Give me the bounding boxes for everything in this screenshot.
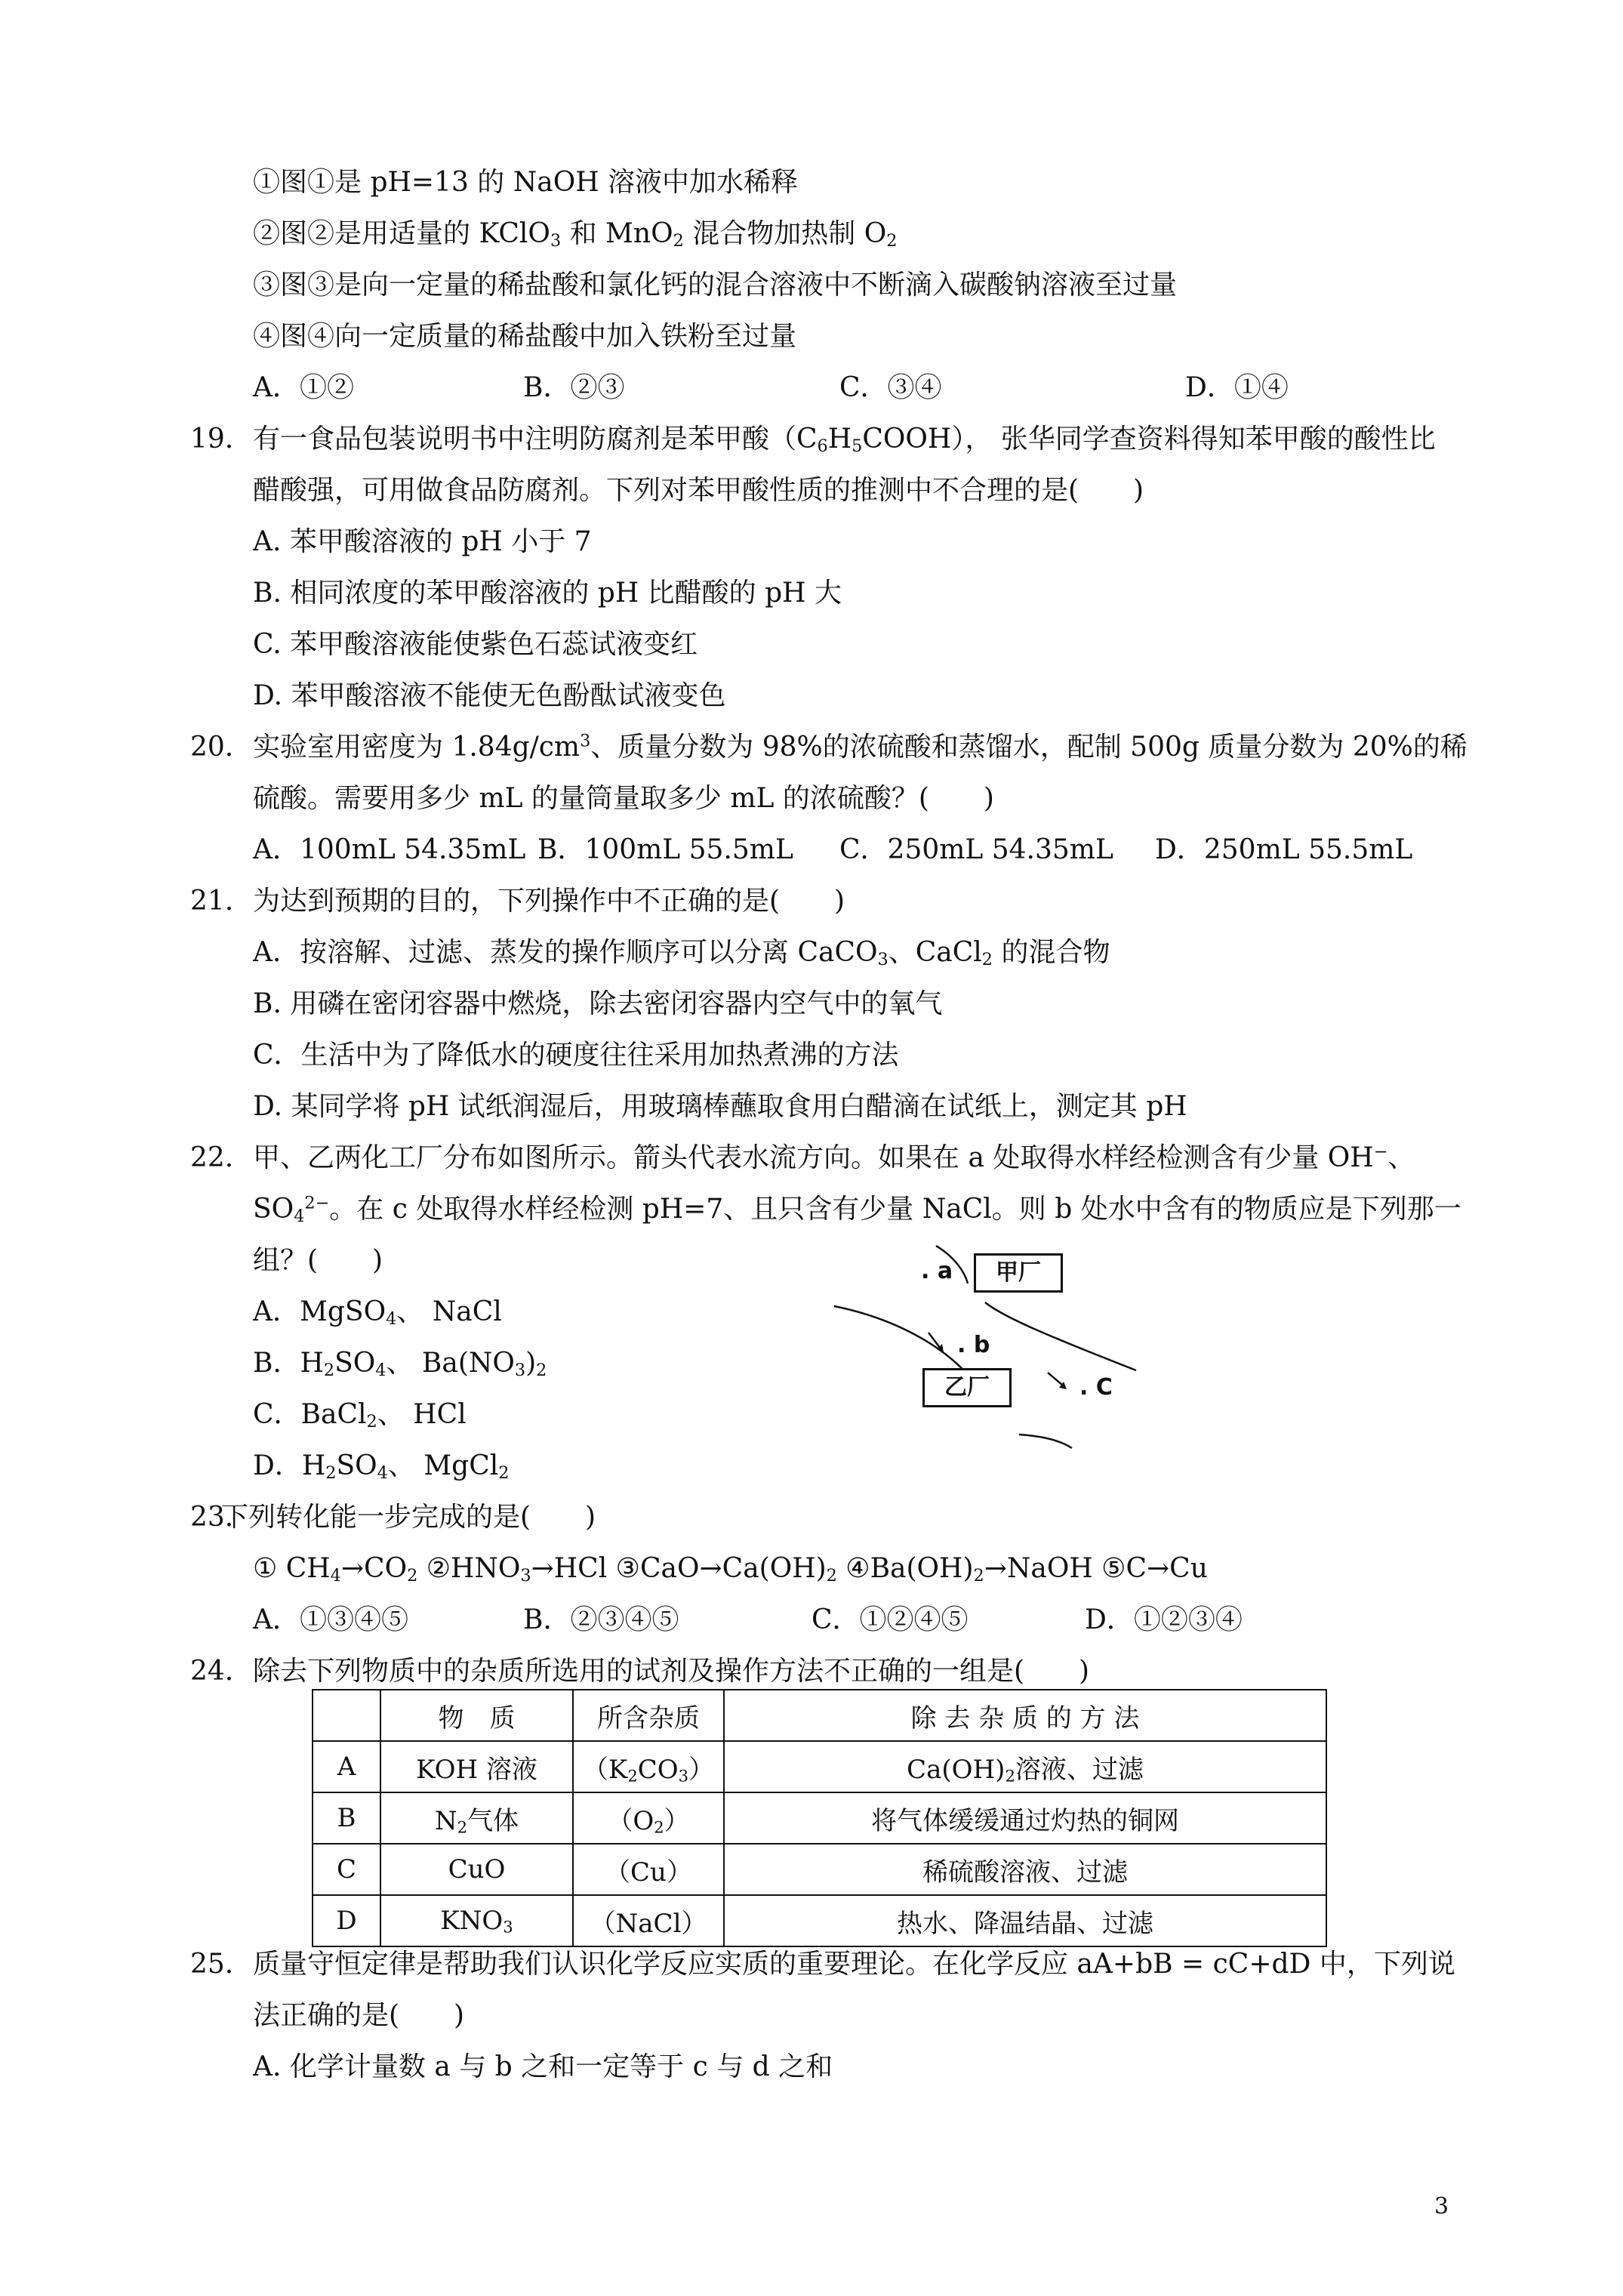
q23-option-c: C．①②④⑤ (812, 1604, 969, 1635)
q25-option-a: A. 化学计量数 a 与 b 之和一定等于 c 与 d 之和 (253, 2051, 833, 2082)
table-header-cell: 除 去 杂 质 的 方 法 (724, 1690, 1326, 1741)
q22-number: 22. (190, 1142, 234, 1173)
impurity-cell: $(K_2CO_3)$ (573, 1741, 724, 1792)
q21-stem: 为达到预期的目的，下列操作中不正确的是( ) (253, 886, 845, 917)
q18-statement-1: ①图①是 pH=13 的 NaOH 溶液中加水稀释 (253, 167, 799, 198)
table-row (313, 1741, 1326, 1792)
q18-option-a: A．①② (253, 372, 354, 403)
river-bank-upper-right (985, 1302, 1136, 1370)
q18-option-b: B．②③ (523, 372, 625, 403)
q18-option-d: D．①④ (1185, 372, 1289, 403)
q23-option-b: B．②③④⑤ (523, 1604, 679, 1635)
row-key: C (313, 1844, 380, 1895)
point-a-label: . a (921, 1258, 953, 1284)
q23-number: 23. (190, 1502, 234, 1533)
q24-number: 24. (190, 1656, 234, 1687)
q25-stem-line-1: 质量守恒定律是帮助我们认识化学反应实质的重要理论。在化学反应 aA+bB = cC+dD 中，下列说 (253, 1949, 1455, 1980)
q23-option-d: D．①②③④ (1085, 1604, 1243, 1635)
q19-number: 19. (190, 424, 234, 455)
row-key: B (313, 1792, 380, 1844)
impurity-cell: $(O_2)$ (573, 1792, 724, 1844)
impurity-cell: （Cu） (573, 1844, 724, 1895)
q23-stem: 下列转化能一步完成的是( ) (221, 1502, 596, 1533)
q21-option-b: B. 用磷在密闭容器中燃烧，除去密闭容器内空气中的氧气 (253, 988, 943, 1019)
q19-option-a: A. 苯甲酸溶液的 pH 小于 7 (253, 526, 592, 557)
substance-cell: $N_2$气体 (380, 1792, 573, 1844)
q19-stem-line-1: 有一食品包装说明书中注明防腐剂是苯甲酸$(C_6H_5COOH)$， 张华同学查资料得知苯甲酸的酸性比 (253, 424, 1436, 456)
q20-option-b: B．100mL 55.5mL (537, 834, 793, 865)
q18-statement-4: ④图④向一定质量的稀盐酸中加入铁粉至过量 (253, 321, 797, 352)
method-cell: 将气体缓缓通过灼热的铜网 (724, 1792, 1326, 1844)
q22-option-c: C．BaCl$_2$、 HCl (253, 1399, 467, 1432)
q19-option-b: B. 相同浓度的苯甲酸溶液的 pH 比醋酸的 pH 大 (253, 578, 842, 609)
impurity-cell: （NaCl） (573, 1895, 724, 1946)
q24-stem: 除去下列物质中的杂质所选用的试剂及操作方法不正确的一组是( ) (253, 1656, 1090, 1687)
q18-statement-2: ②图②是用适量的 KClO$_3$ 和 MnO$_2$ 混合物加热制 $O_2$ (253, 218, 898, 251)
table-row (313, 1895, 1326, 1946)
q22-option-d: D．$H_2SO_4$、 MgCl$_2$ (253, 1450, 510, 1483)
substance-cell: $KNO_3$ (380, 1895, 573, 1946)
q23-option-a: A．①③④⑤ (253, 1604, 408, 1635)
flow-arrow-c (1048, 1373, 1063, 1385)
substance-cell: CuO (380, 1844, 573, 1895)
q22-stem-line-2: $SO_4^{2-}$。在 c 处取得水样经检测 pH=7、且只含有少量 NaCl。则 b 处水中含有的物质应是下列那一 (253, 1193, 1461, 1226)
table-row (313, 1792, 1326, 1844)
factory-yi: 乙厂 (922, 1368, 1012, 1407)
q21-number: 21. (190, 886, 234, 917)
q20-stem-line-2: 硫酸。需要用多少 mL 的量筒量取多少 mL 的浓硫酸？( ) (253, 783, 994, 814)
q21-option-a: A．按溶解、过滤、蒸发的操作顺序可以分离 CaCO$_3$、CaCl$_2$ 的混合物 (253, 937, 1110, 969)
row-key: A (313, 1741, 380, 1792)
table-header-cell: 物 质 (380, 1690, 573, 1741)
q20-option-a: A．100mL 54.35mL (253, 834, 526, 865)
row-key: D (313, 1895, 380, 1946)
q19-option-c: C. 苯甲酸溶液能使紫色石蕊试液变红 (253, 629, 698, 660)
q23-conversions: ① $CH_4\to CO_2$ $②HNO_3\to HCl$ $③CaO\to Ca(OH)_2$ $④Ba(OH)_2\to NaOH$ ⑤C→Cu (253, 1553, 1208, 1586)
table-header-cell: 所含杂质 (573, 1690, 724, 1741)
method-cell: 稀硫酸溶液、过滤 (724, 1844, 1326, 1895)
method-cell: 热水、降温结晶、过滤 (724, 1895, 1326, 1946)
q22-stem-line-1: 甲、乙两化工厂分布如图所示。箭头代表水流方向。如果在 a 处取得水样经检测含有少量 OH−、 (253, 1142, 1415, 1173)
river-bank-lower-right (1019, 1435, 1072, 1448)
q25-stem-line-2: 法正确的是( ) (253, 2000, 465, 2031)
method-cell: $Ca(OH)_2$溶液、过滤 (724, 1741, 1326, 1792)
q18-statement-3: ③图③是向一定量的稀盐酸和氯化钙的混合溶液中不断滴入碳酸钠溶液至过量 (253, 270, 1178, 300)
impurity-table (312, 1689, 1327, 1947)
page-number: 3 (1434, 2193, 1449, 2220)
substance-cell: KOH 溶液 (380, 1741, 573, 1792)
table-header-row (313, 1690, 1326, 1741)
q22-option-b: B．$H_2SO_4$、 $Ba(NO_3)_2$ (253, 1348, 547, 1380)
q19-stem-line-2: 醋酸强，可用做食品防腐剂。下列对苯甲酸性质的推测中不合理的是( ) (253, 475, 1144, 506)
q18-option-c: C．③④ (839, 372, 942, 403)
q22-option-a: A．MgSO$_4$、 NaCl (253, 1296, 502, 1329)
q22-stem-line-3: 组？( ) (253, 1245, 383, 1276)
q19-option-d: D. 苯甲酸溶液不能使无色酚酞试液变色 (253, 680, 726, 711)
factory-jia: 甲厂 (974, 1253, 1063, 1293)
q20-option-d: D．250mL 55.5mL (1155, 834, 1413, 865)
q25-number: 25. (190, 1949, 234, 1980)
q20-number: 20. (190, 732, 234, 763)
q21-option-d: D. 某同学将 pH 试纸润湿后，用玻璃棒蘸取食用白醋滴在试纸上，测定其 pH (253, 1091, 1187, 1122)
table-row (313, 1844, 1326, 1895)
point-b-label: . b (957, 1332, 990, 1358)
q21-option-c: C．生活中为了降低水的硬度往往采用加热煮沸的方法 (253, 1040, 899, 1071)
q20-stem-line-1: 实验室用密度为 $1.84g/cm^3$、质量分数为 98%的浓硫酸和蒸馏水，配制 500g 质量分数为 20%的稀 (253, 731, 1467, 763)
point-c-label: . C (1079, 1374, 1113, 1401)
q20-option-c: C．250mL 54.35mL (839, 834, 1113, 865)
table-header-cell (313, 1690, 380, 1741)
